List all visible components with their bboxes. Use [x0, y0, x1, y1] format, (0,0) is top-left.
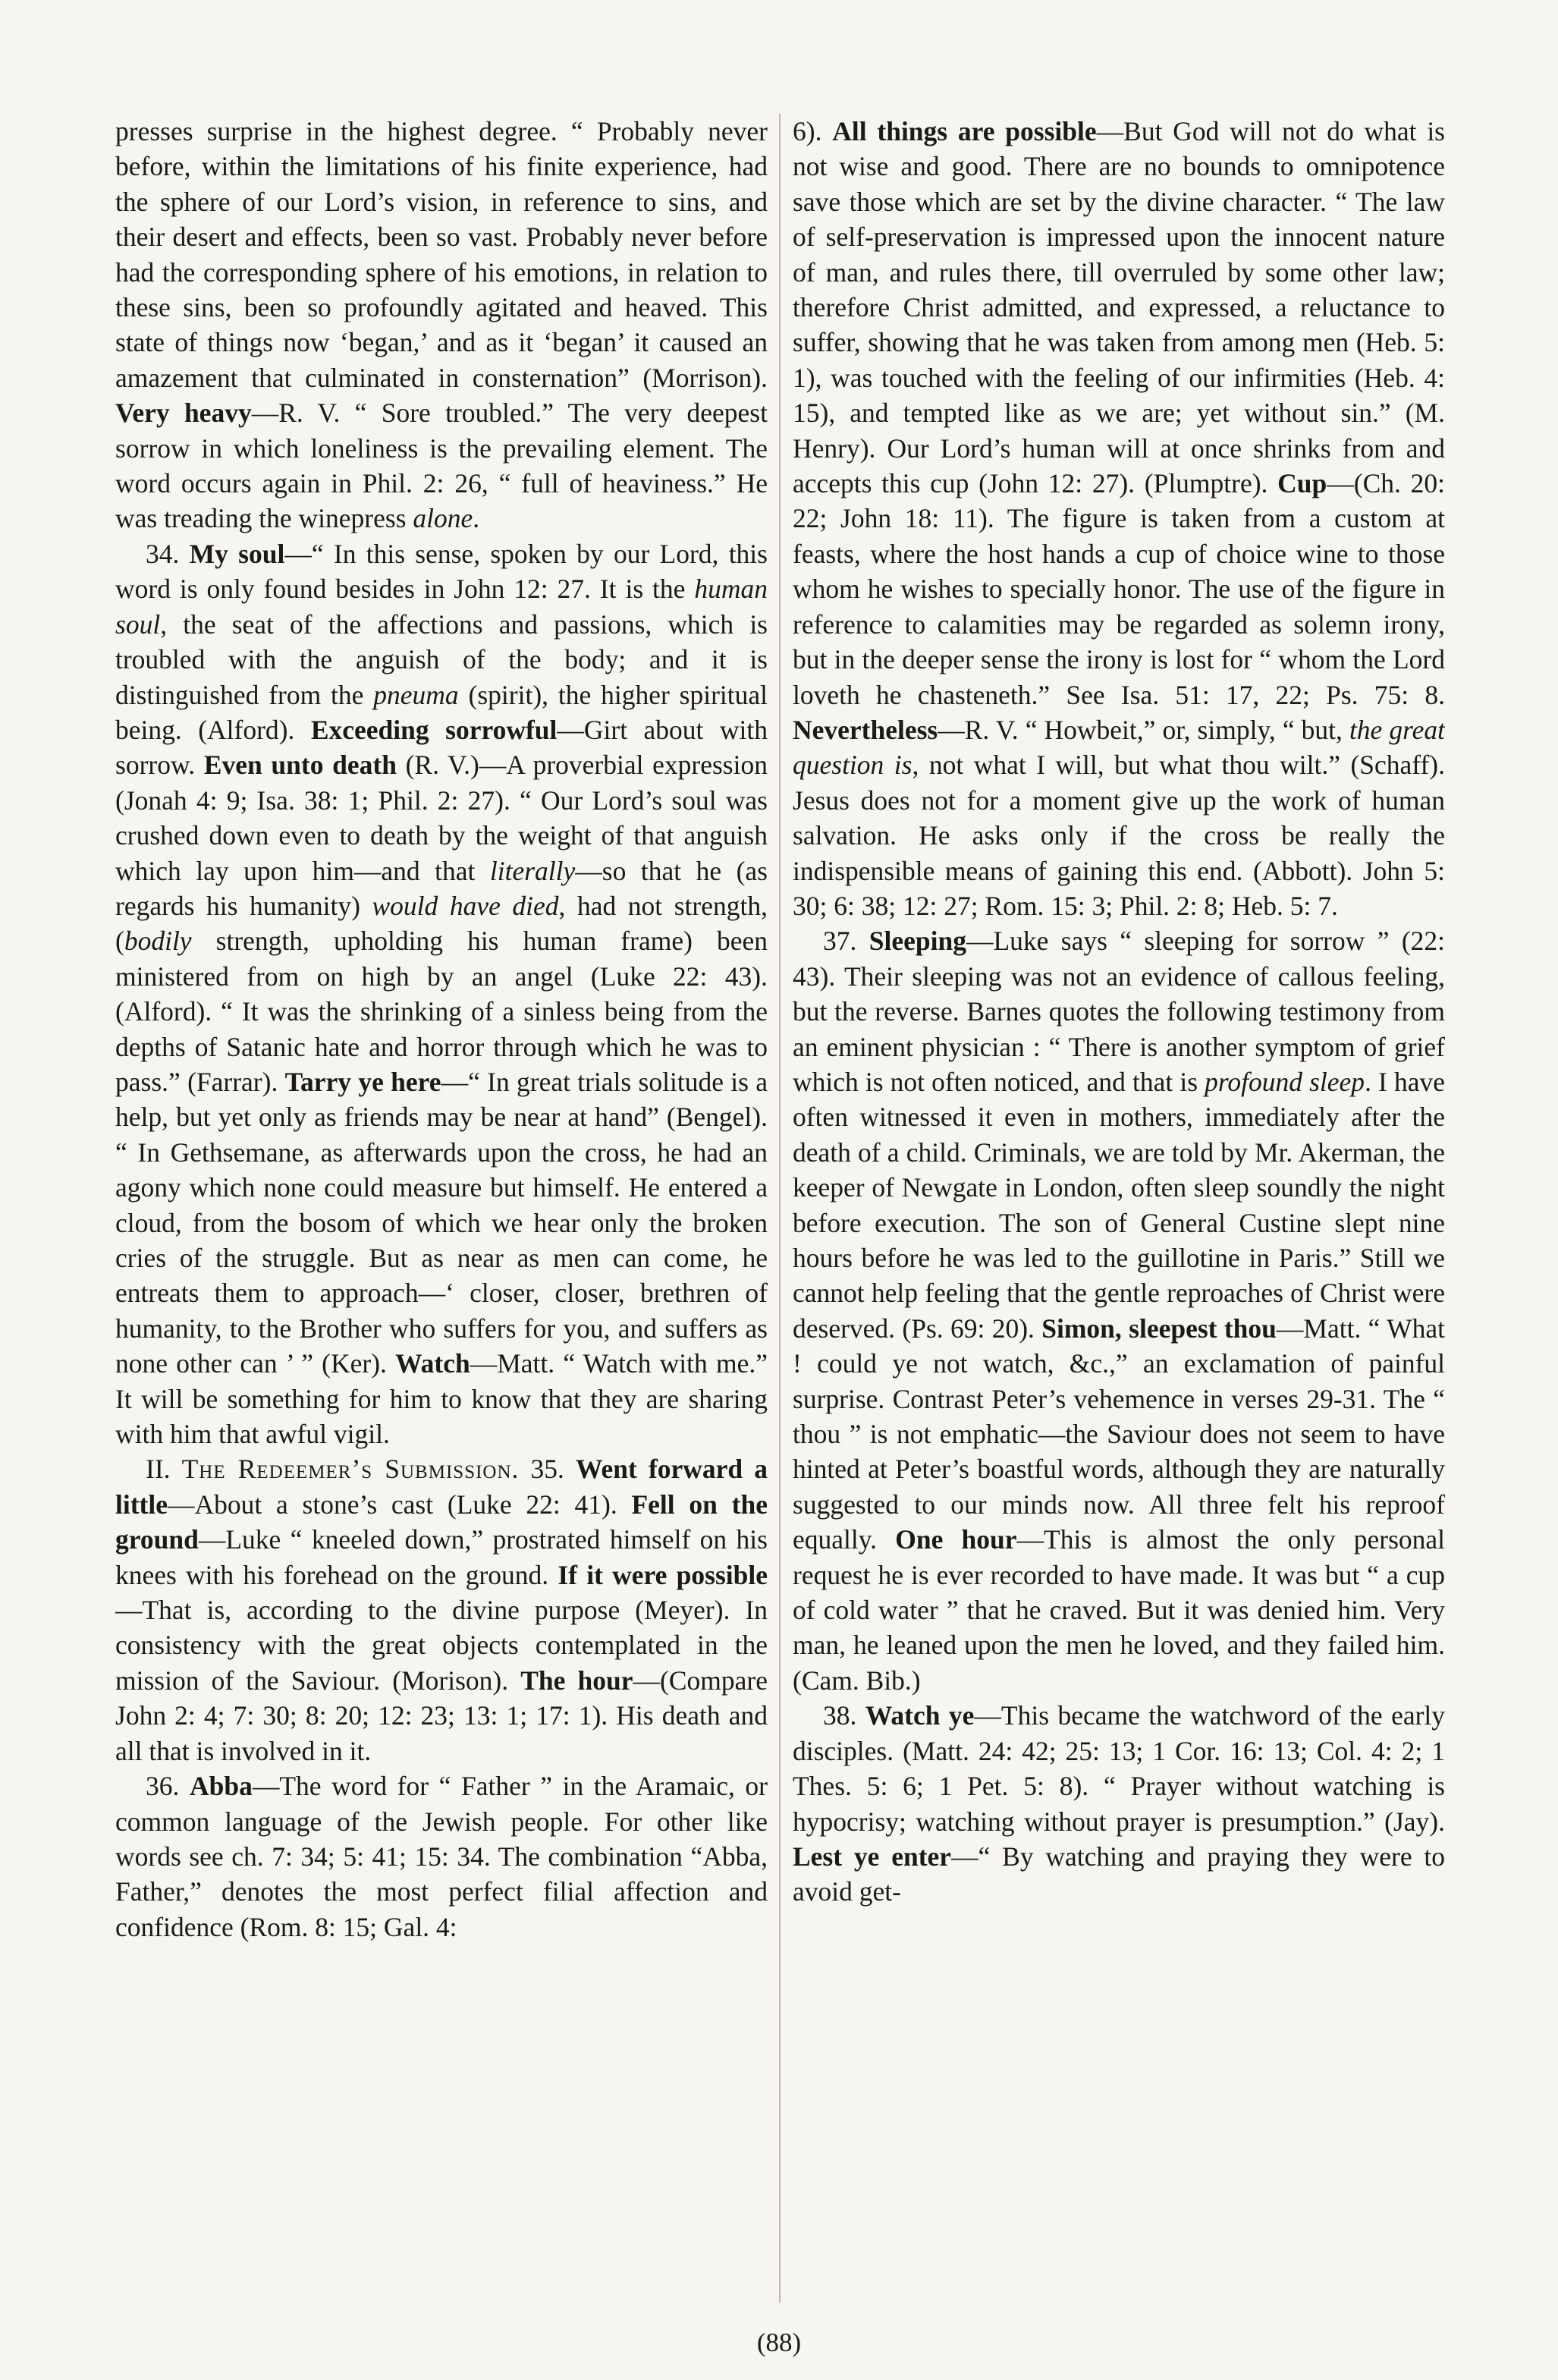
paragraph — [793, 1698, 1445, 1909]
lemma-heading: Cup — [1277, 468, 1327, 499]
lemma-heading: Went forward a little — [115, 1454, 768, 1520]
body-text: —The word for “ Father ” in the Aramaic, or common language of the Jewish people. For other like words see ch. 7: 34; 5: 41; 15: 34. The combination “Abba, Father,” denotes the most perfect filial affection and confidence (Rom. 8: 15; Gal. 4: — [115, 1771, 768, 1942]
lemma-heading: One hour — [895, 1524, 1017, 1555]
lemma-heading: Watch — [395, 1348, 470, 1379]
italic-text: would have died — [372, 890, 559, 921]
body-text: —This became the watchword of the early disciples. (Matt. 24: 42; 25: 13; 1 Cor. 16: 13; Col. 4: 2; 1 Thes. 5: 6; 1 Pet. 5: 8). “ Prayer without watching is hypocrisy; watching without prayer is presumption.” (Jay). — [793, 1700, 1445, 1837]
body-text: II. — [146, 1454, 182, 1485]
lemma-heading: Nevertheless — [793, 714, 938, 745]
body-text: —so that he (as regards his humanity) — [115, 855, 768, 921]
body-text: presses surprise in the highest degree. “ Probably never before, within the limitations of his finite experience, had the sphere of our Lord’s vision, in reference to sins, and their desert and effects, been so vast. Probably never before had the corresponding sphere of his emotions, in relation to these sins, been so profoundly agitated and heaved. This state of things now ‘began,’ and as it ‘began’ it caused an amazement that culminated in consternation” (Morrison). — [115, 116, 768, 393]
body-text: (spirit), the higher spiritual being. (Alford). — [115, 679, 768, 745]
body-text: —About a stone’s cast (Luke 22: 41). — [168, 1489, 632, 1520]
lemma-heading: If it were possible — [558, 1559, 768, 1590]
body-text: —“ By watching and praying they were to avoid get- — [793, 1841, 1445, 1907]
paragraph — [115, 1451, 768, 1768]
lemma-heading: Tarry ye here — [284, 1066, 441, 1097]
lemma-heading: Simon, sleepest thou — [1041, 1313, 1277, 1344]
body-text: —R. V. “ Sore troubled.” The very deepest sorrow in which loneliness is the prevailing element. The word occurs again in Phil. 2: 26, “ full of heaviness.” He was treading the winepress — [115, 398, 768, 534]
paragraph — [793, 114, 1445, 923]
body-text: 37. — [823, 926, 869, 957]
body-text: —That is, according to the divine purpose (Meyer). In consistency with the great objects contemplated in the mission of the Saviour. (Morison). — [115, 1595, 768, 1696]
lemma-heading: Even unto death — [203, 750, 397, 781]
page-number: (88) — [756, 2328, 802, 2357]
lemma-heading: Fell on the ground — [115, 1489, 768, 1555]
lemma-heading: My soul — [189, 538, 285, 569]
lemma-heading: Exceeding sorrowful — [310, 714, 558, 745]
body-text: , the seat of the affections and passions, which is troubled with the anguish of the body; and it is distinguished from the — [115, 608, 768, 710]
paragraph — [115, 114, 768, 536]
lemma-heading: Very heavy — [115, 398, 252, 429]
paragraph — [115, 536, 768, 1452]
body-text: —This is almost the only personal request he is ever recorded to have made. It was but “ a cup of cold water ” that he craved. But it was denied him. Very man, he leaned upon the men he loved, and they failed him. (Cam. Bib.) — [793, 1524, 1445, 1696]
body-text: —Girt about with sorrow. — [115, 714, 768, 781]
body-text: —Matt. “ Watch with me.” It will be something for him to know that they are sharing with him that awful vigil. — [115, 1348, 768, 1450]
lemma-heading: Abba — [189, 1771, 253, 1802]
body-text: —“ In this sense, spoken by our Lord, this word is only found besides in John 12: 27. It is the — [115, 538, 768, 605]
body-text: —“ In great trials solitude is a help, but yet only as friends may be near at hand” (Bengel). “ In Gethsemane, as afterwards upon the cross, he had an agony which none could measure but himself. He entered a cloud, from the bosom of which we hear only the broken cries of the struggle. But as near as men can come, he entreats them to approach—‘ closer, closer, brethren of humanity, to the Brother who suffers for you, and suffers as none other can ’ ” (Ker). — [115, 1066, 768, 1379]
paragraph — [793, 923, 1445, 1698]
body-text: —(Compare John 2: 4; 7: 30; 8: 20; 12: 23; 13: 1; 17: 1). His death and all that is involved in it. — [115, 1665, 768, 1766]
body-text: 34. — [146, 538, 190, 569]
body-text: —But God will not do what is not wise and good. There are no bounds to omnipotence save those which are set by the divine character. “ The law of self-preservation is impressed upon the innocent nature of man, and rules there, till overruled by some other law; therefore Christ admitted, and expressed, a reluctance to suffer, showing that he was taken from among men (Heb. 5: 1), was touched with the feeling of our infirmities (Heb. 4: 15), and tempted like as we are; yet without sin.” (M. Henry). Our Lord’s human will at once shrinks from and accepts this cup (John 12: 27). (Plumptre). — [793, 116, 1445, 499]
body-text: —Matt. “ What ! could ye not watch, &c.,” an exclamation of painful surprise. Contrast Peter’s vehemence in verses 29-31. The “ thou ” is not emphatic—the Saviour does not seem to have hinted at Peter’s boastful words, although they are naturally suggested to our minds now. All three felt his reproof equally. — [793, 1313, 1445, 1555]
italic-text: profound sleep — [1205, 1066, 1365, 1097]
left-column — [115, 114, 768, 2306]
body-text: , had not strength, ( — [115, 890, 768, 957]
body-text: . I have often witnessed it even in mothers, immediately after the death of a child. Criminals, we are told by Mr. Akerman, the keeper of Newgate in London, often sleep soundly the night before execution. The son of General Custine slept nine hours before he was led to the guillotine in Paris.” Still we cannot help feeling that the gentle reproaches of Christ were deserved. (Ps. 69: 20). — [793, 1066, 1445, 1344]
italic-text: human soul — [115, 574, 768, 640]
body-text: strength, upholding his human frame) been ministered from on high by an angel (Luke 22: 43). (Alford). “ It was the shrinking of a sinless being from the depths of Satanic hate and horror through which he was to pass.” (Farrar). — [115, 926, 768, 1097]
italic-text: literally — [489, 855, 576, 886]
lemma-heading: Watch ye — [865, 1700, 975, 1731]
body-text: , not what I will, but what thou wilt.” (Schaff). Jesus does not for a moment give up the work of human salvation. He asks only if the cross be really the indispensible means of gaining this end. (Abbott). John 5: 30; 6: 38; 12: 27; Rom. 15: 3; Phil. 2: 8; Heb. 5: 7. — [793, 750, 1445, 921]
body-text: 36. — [146, 1771, 190, 1802]
body-text: 38. — [823, 1700, 865, 1731]
italic-text: pneuma — [373, 679, 459, 710]
lemma-heading: Sleeping — [869, 926, 966, 957]
lemma-heading: All things are possible — [832, 116, 1097, 146]
body-text: —Luke says “ sleeping for sorrow ” (22: 43). Their sleeping was not an evidence of callous feeling, but the reverse. Barnes quotes the following testimony from an eminent physician : “ There is another symptom of grief which is not often noticed, and that is — [793, 926, 1445, 1097]
paragraph — [115, 1768, 768, 1945]
body-text: —(Ch. 20: 22; John 18: 11). The figure is taken from a custom at feasts, where the host hands a cup of choice wine to those whom he wishes to specially honor. The use of the figure in reference to calamities may be regarded as solemn irony, but in the deeper sense the irony is lost for “ whom the Lord loveth he chasteneth.” See Isa. 51: 17, 22; Ps. 75: 8. — [793, 468, 1445, 710]
italic-text: the great question is — [793, 714, 1445, 781]
body-text: 35. — [519, 1454, 576, 1485]
italic-text: alone — [413, 503, 473, 534]
body-text: 6). — [793, 116, 833, 146]
body-text: . — [473, 503, 480, 534]
body-text: —Luke “ kneeled down,” prostrated himself on his knees with his forehead on the ground. — [115, 1524, 768, 1590]
italic-text: bodily — [124, 926, 192, 957]
lemma-heading: The hour — [520, 1665, 633, 1696]
body-text: (R. V.)—A proverbial expression (Jonah 4: 9; Isa. 38: 1; Phil. 2: 27). “ Our Lord’s soul was crushed down even to death by the weight of that anguish which lay upon him—and that — [115, 750, 768, 886]
section-heading: The Redeemer’s Submission. — [181, 1454, 520, 1485]
lemma-heading: Lest ye enter — [793, 1841, 952, 1872]
body-text: —R. V. “ Howbeit,” or, simply, “ but, — [938, 714, 1349, 745]
column-divider — [779, 114, 781, 2303]
right-column — [793, 114, 1445, 2306]
